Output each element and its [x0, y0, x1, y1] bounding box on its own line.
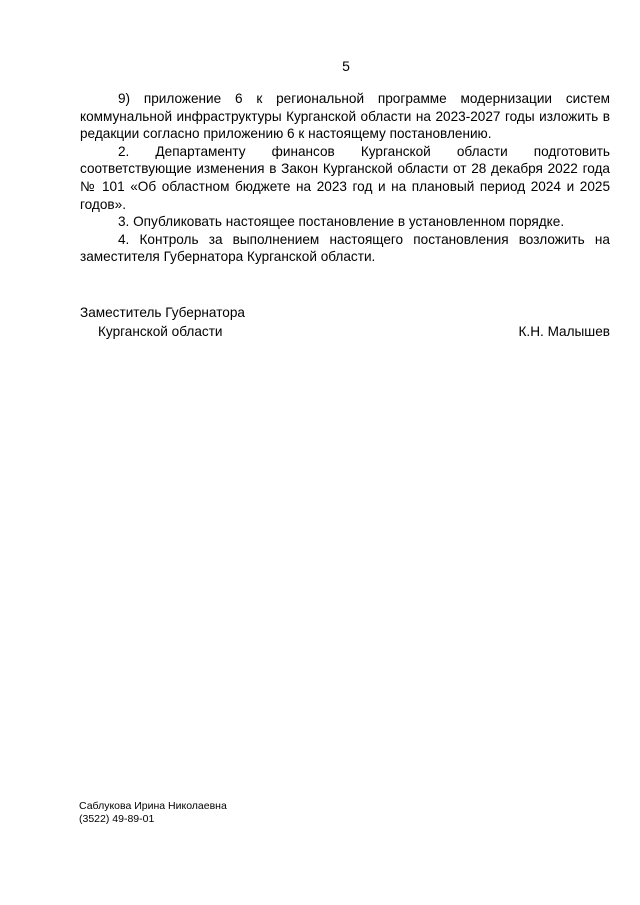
page-number: 5 — [342, 58, 350, 74]
paragraph-item-9: 9) приложение 6 к региональной программе модернизации систем коммунальной инфраструктуры Курганской области на 2023-2027 годы изложить в редакции согласно приложению 6 к настоящему постановлению. — [80, 91, 610, 142]
document-body — [80, 90, 610, 266]
executor-name: Саблукова Ирина Николаевна — [79, 800, 227, 812]
signatory-position-line2: Курганской области — [98, 324, 223, 339]
paragraph-finance-department: 2. Департаменту финансов Курганской области подготовить соответствующие изменения в Закон Курганской области от 28 декабря 2022 года № 101 «Об областном бюджете на 2023 год и на плановый период 2024 и 2025 годов». — [80, 143, 610, 212]
executor-footer — [79, 800, 227, 826]
paragraph-control: 4. Контроль за выполнением настоящего постановления возложить на заместителя Губернатора Курганской области. — [80, 231, 610, 265]
signature-row — [80, 322, 610, 341]
signatory-position-line1: Заместитель Губернатора — [80, 305, 245, 320]
executor-phone: (3522) 49-89-01 — [79, 813, 155, 825]
paragraph-publish: 3. Опубликовать настоящее постановление в установленном порядке. — [118, 214, 565, 230]
signatory-name: К.Н. Малышев — [518, 324, 610, 339]
signature-block — [80, 303, 610, 341]
